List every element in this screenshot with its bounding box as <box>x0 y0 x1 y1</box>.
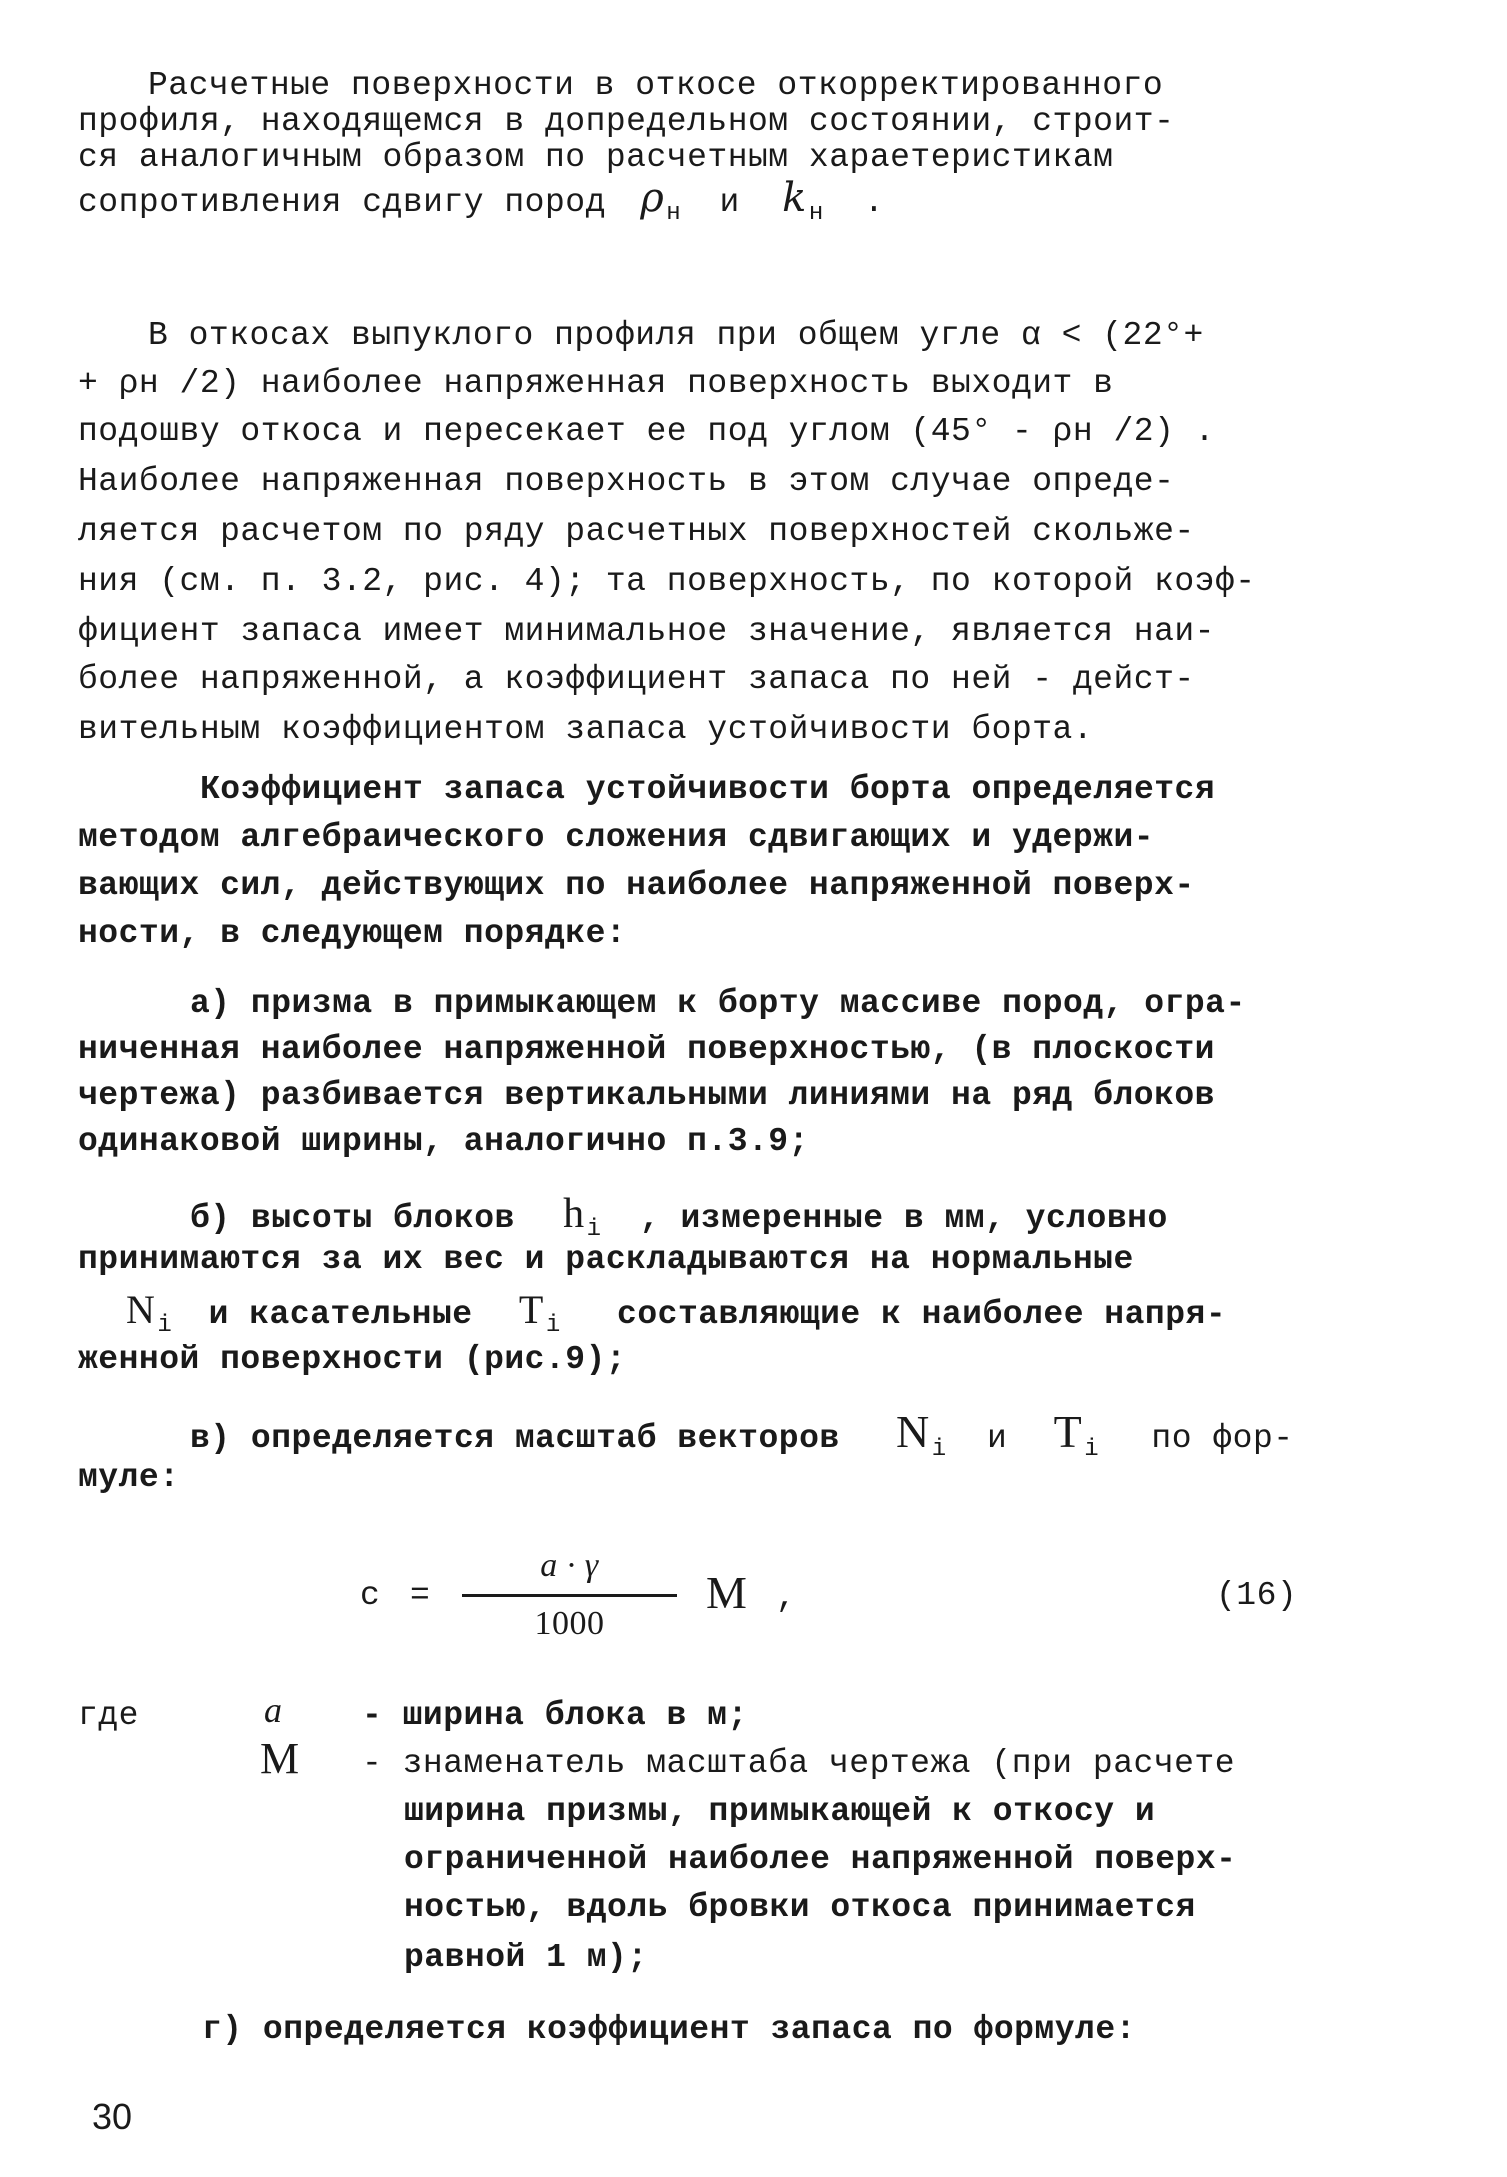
p2-line-4: Наиболее напряженная поверхность в этом случае опреде- <box>78 463 1175 500</box>
where-def-M-3: ограниченной наиболее напряженной поверх- <box>404 1841 1237 1878</box>
p2-line-5: ляется расчетом по ряду расчетных поверхностей скольже- <box>78 513 1195 550</box>
pb-line-2: принимаются за их вес и раскладываются на нормальные <box>78 1241 1134 1278</box>
rho-symbol: ρ <box>640 175 665 221</box>
pv-line-1-start: в) определяется масштаб векторов <box>190 1420 840 1457</box>
p3-line-3: вающих сил, действующих по наиболее напряженной поверх- <box>78 867 1195 904</box>
p2-line-3: подошву откоса и пересекает ее под углом (45° - ρн /2) . <box>78 413 1215 450</box>
pv-line-1 <box>190 1406 1294 1470</box>
formula-numerator: a · γ <box>540 1547 599 1584</box>
pb-line-3-mid: и касательные <box>208 1296 473 1333</box>
p2-line-6: ния (см. п. 3.2, рис. 4); та поверхность, по которой коэф- <box>78 563 1256 600</box>
p2-line-8: более напряженной, а коэффициент запаса по ней - дейст- <box>78 661 1195 698</box>
pa-line-3: чертежа) разбивается вертикальными линиями на ряд блоков <box>78 1077 1215 1114</box>
where-def-M-1: - знаменатель масштаба чертежа (при расчете <box>362 1745 1236 1782</box>
N-subscript: i <box>157 1312 173 1339</box>
N-symbol: N <box>126 1287 156 1332</box>
period: . <box>864 184 885 221</box>
p1-line-1: Расчетные поверхности в откосе откорректированного <box>148 67 1164 104</box>
p3-line-1: Коэффициент запаса устойчивости борта определяется <box>200 771 1216 808</box>
formula-number: (16) <box>1216 1577 1298 1614</box>
vector-T-symbol: T <box>1053 1406 1083 1457</box>
p3-line-4: ности, в следующем порядке: <box>78 915 627 952</box>
pa-line-4: одинаковой ширины, аналогично п.3.9; <box>78 1123 809 1160</box>
p3-line-2: методом алгебраического сложения сдвигающих и удержи- <box>78 819 1155 856</box>
formula-lhs: c <box>360 1577 381 1614</box>
where-def-M-2: ширина призмы, примыкающей к откосу и <box>404 1793 1156 1830</box>
pv-line-2: муле: <box>78 1459 180 1496</box>
pa-line-1: а) призма в примыкающем к борту массиве пород, огра- <box>190 985 1246 1022</box>
where-symbol-a: a <box>264 1690 283 1730</box>
where-def-a: - ширина блока в м; <box>362 1697 748 1734</box>
h-subscript: i <box>586 1216 602 1243</box>
T-symbol: T <box>518 1287 544 1332</box>
formula-denominator: 1000 <box>534 1605 605 1642</box>
pb-line-1-start: б) высоты блоков <box>190 1200 515 1237</box>
pb-line-3-end: составляющие к наиболее напря- <box>617 1296 1227 1333</box>
fraction-bar <box>462 1594 677 1597</box>
pb-line-3 <box>126 1287 1227 1346</box>
p1-line-4-text: сопротивления сдвигу пород <box>78 184 606 221</box>
pv-line-1-end: по фор- <box>1151 1420 1294 1457</box>
pg-line-1: г) определяется коэффициент запаса по формуле: <box>202 2011 1136 2048</box>
where-symbol-M: M <box>260 1734 300 1783</box>
and-word: и <box>719 184 740 221</box>
vector-N-subscript: i <box>931 1436 947 1463</box>
k-symbol: k <box>782 175 807 221</box>
pb-line-4: женной поверхности (рис.9); <box>78 1341 627 1378</box>
p1-line-4 <box>78 175 885 234</box>
p1-line-2: профиля, находящемся в допредельном состоянии, строит- <box>78 103 1175 140</box>
vector-T-subscript: i <box>1084 1436 1100 1463</box>
where-def-M-4: ностью, вдоль бровки откоса принимается <box>404 1889 1196 1926</box>
formula-factor: M <box>706 1567 748 1618</box>
T-subscript: i <box>545 1312 561 1339</box>
pa-line-2: ниченная наиболее напряженной поверхностью, (в плоскости <box>78 1031 1215 1068</box>
where-def-M-5: равной 1 м); <box>404 1939 648 1976</box>
p1-line-3: ся аналогичным образом по расчетным хараетеристикам <box>78 139 1114 176</box>
h-symbol: h <box>563 1191 585 1237</box>
p2-line-9: вительным коэффициентом запаса устойчивости борта. <box>78 711 1094 748</box>
p2-line-2: + ρн /2) наиболее напряженная поверхность выходит в <box>78 365 1114 402</box>
page-number: 30 <box>92 2096 133 2137</box>
p2-line-1: В откосах выпуклого профиля при общем угле α < (22°+ <box>148 317 1204 354</box>
formula-equals: = <box>410 1577 431 1614</box>
where-label: где <box>78 1697 139 1734</box>
k-subscript: н <box>808 200 824 227</box>
formula-comma: , <box>776 1579 797 1616</box>
pv-and: и <box>986 1420 1008 1457</box>
rho-subscript: н <box>666 200 682 227</box>
p2-line-7: фициент запаса имеет минимальное значение, является наи- <box>78 613 1215 650</box>
pb-line-1-end: , измеренные в мм, условно <box>639 1200 1168 1237</box>
vector-N-symbol: N <box>896 1406 930 1457</box>
